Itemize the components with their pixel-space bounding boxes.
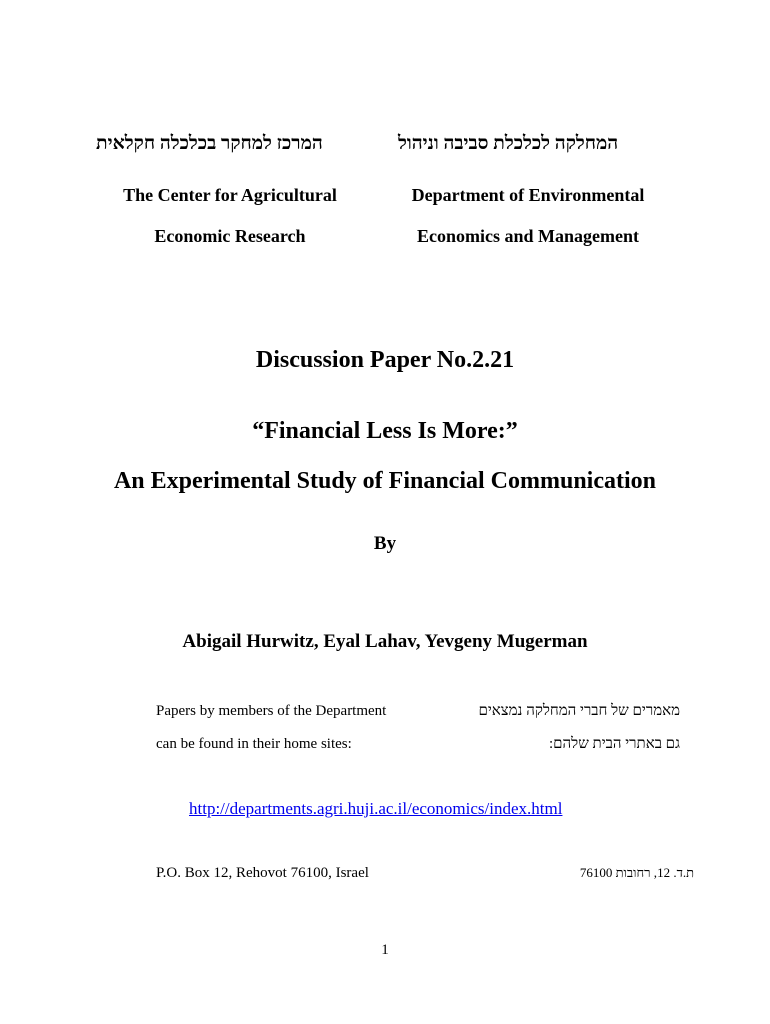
paper-title-line1: “Financial Less Is More:” (252, 418, 518, 444)
papers-note-english-line2: can be found in their home sites: (156, 736, 352, 752)
papers-note-english-line1: Papers by members of the Department (156, 703, 387, 719)
papers-note-hebrew-line2: גם באתרי הבית שלהם: (549, 736, 680, 752)
center-english-name-line2: Economic Research (154, 226, 306, 246)
department-website-link[interactable]: http://departments.agri.huji.ac.il/economics/index.html (189, 799, 563, 818)
center-hebrew-name: המרכז למחקר בכלכלה חקלאית (96, 133, 323, 154)
center-english-name-line1: The Center for Agricultural (123, 185, 337, 205)
department-english-name-line2: Economics and Management (417, 226, 639, 246)
discussion-paper-number: Discussion Paper No.2.21 (255, 347, 515, 373)
page-number: 1 (381, 942, 389, 958)
authors: Abigail Hurwitz, Eyal Lahav, Yevgeny Mugerman (182, 631, 588, 652)
address-english: P.O. Box 12, Rehovot 76100, Israel (156, 865, 369, 881)
department-english-name-line1: Department of Environmental (411, 185, 645, 205)
papers-note-hebrew-line1: מאמרים של חברי המחלקה נמצאים (478, 703, 680, 719)
paper-title-line2: An Experimental Study of Financial Communication (113, 468, 657, 494)
department-hebrew-name: המחלקה לכלכלת סביבה וניהול (398, 133, 619, 154)
address-hebrew: ת.ד. 12, רחובות 76100 (579, 865, 694, 880)
by-label: By (373, 533, 397, 554)
